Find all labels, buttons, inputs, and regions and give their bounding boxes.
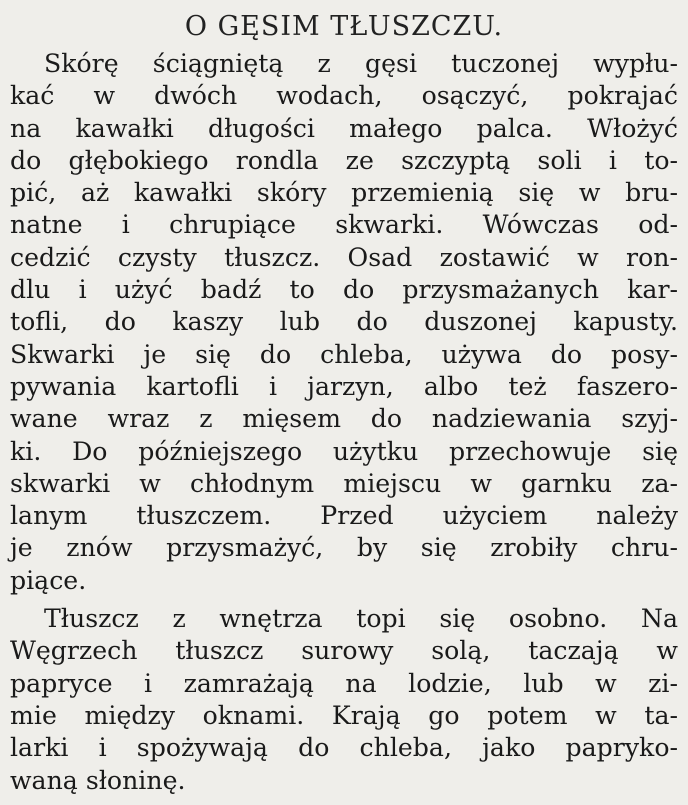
text-line: lanym tłuszczem. Przed użyciem należy: [10, 501, 678, 531]
text-line: mie między oknami. Krają go potem w ta-: [10, 700, 678, 730]
paragraph-1: [10, 48, 678, 597]
text-line: je znów przysmażyć, by się zrobiły chru-: [10, 533, 678, 563]
text-line: Tłuszcz z wnętrza topi się osobno. Na: [44, 604, 678, 634]
text-line: wane wraz z mięsem do nadziewania szyj-: [10, 404, 678, 434]
text-line: tofli, do kaszy lub do duszonej kapusty.: [10, 307, 678, 337]
text-line: natne i chrupiące skwarki. Wówczas od-: [10, 210, 678, 240]
text-line: Skórę ściągniętą z gęsi tuczonej wypłu-: [44, 49, 678, 78]
text-line: kać w dwóch wodach, osączyć, pokrajać: [10, 81, 678, 111]
text-line: Węgrzech tłuszcz surowy solą, taczają w: [10, 636, 678, 666]
text-line: waną słoninę.: [10, 765, 186, 795]
text-line: na kawałki długości małego palca. Włożyć: [10, 113, 678, 143]
text-line: Skwarki je się do chleba, używa do posy-: [10, 339, 678, 369]
text-line: larki i spożywają do chleba, jako papryko-: [10, 733, 678, 763]
text-line: piące.: [10, 565, 87, 595]
text-line: ki. Do późniejszego użytku przechowuje się: [10, 436, 678, 466]
text-line: dlu i użyć badź to do przysmażanych kar-: [10, 275, 678, 305]
text-line: do głębokiego rondla ze szczyptą soli i to-: [10, 145, 678, 175]
text-line: pić, aż kawałki skóry przemienią się w bru-: [10, 178, 678, 208]
text-line: skwarki w chłodnym miejscu w garnku za-: [10, 468, 678, 498]
text-line: papryce i zamrażają na lodzie, lub w zi-: [10, 668, 678, 698]
paragraph-2: [10, 603, 678, 797]
text-line: cedzić czysty tłuszcz. Osad zostawić w ron-: [10, 242, 678, 272]
text-line: pywania kartofli i jarzyn, albo też faszero-: [10, 371, 678, 401]
article-title: O GĘSIM TŁUSZCZU.: [184, 11, 504, 42]
